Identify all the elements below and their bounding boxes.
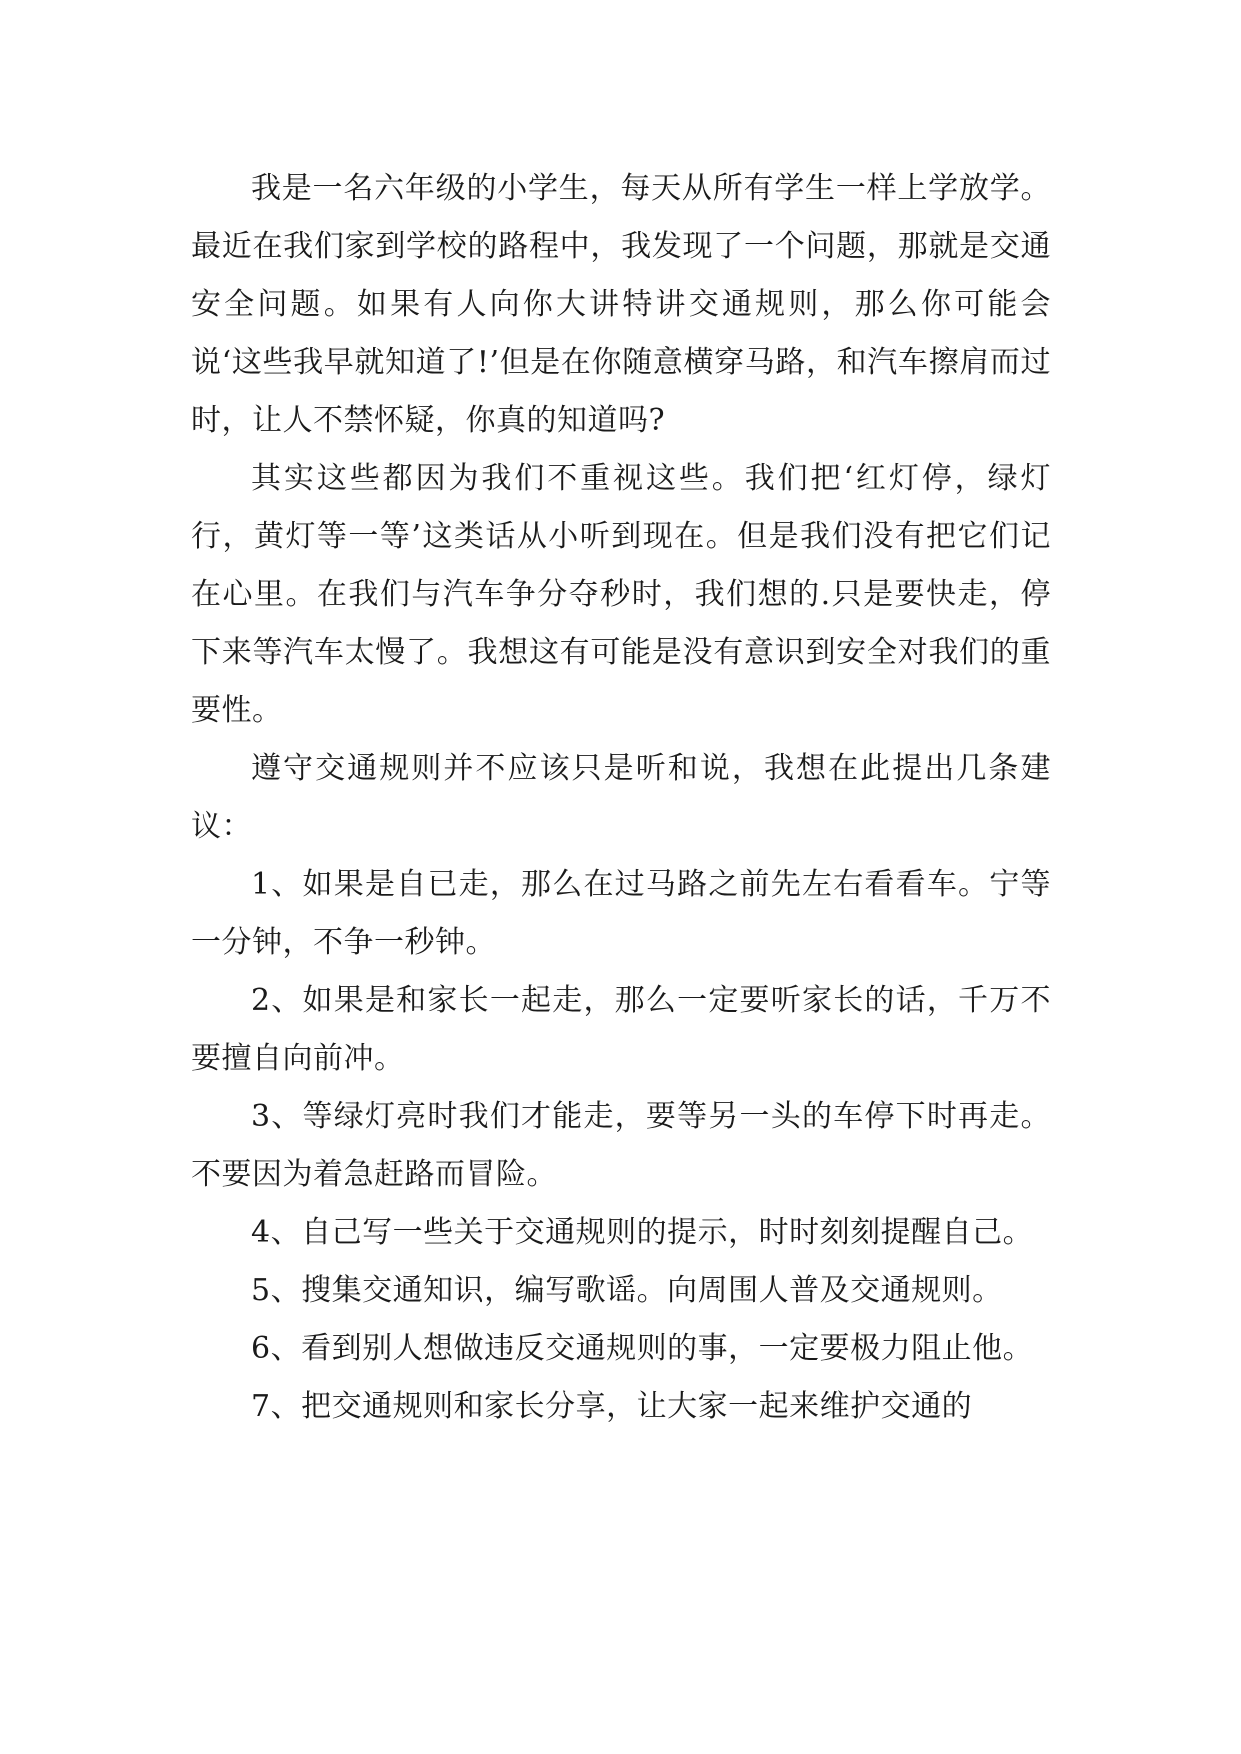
document-body xyxy=(191,160,1051,1436)
suggestion-item-4: 4、自己写一些关于交通规则的提示，时时刻刻提醒自己。 xyxy=(251,1215,1034,1250)
suggestion-item-5: 5、搜集交通知识，编写歌谣。向周围人普及交通规则。 xyxy=(251,1273,1003,1308)
paragraph-intro: 我是一名六年级的小学生，每天从所有学生一样上学放学。最近在我们家到学校的路程中，我发现了一个问题，那就是交通安全问题。如果有人向你大讲特讲交通规则，那么你可能会说‘这些我早就知道了!’但是在你随意横穿马路，和汽车擦肩而过时，让人不禁怀疑，你真的知道吗? xyxy=(191,171,1051,438)
suggestion-item-2: 2、如果是和家长一起走，那么一定要听家长的话，千万不要擅自向前冲。 xyxy=(191,983,1051,1076)
suggestion-item-3: 3、等绿灯亮时我们才能走，要等另一头的车停下时再走。不要因为着急赶路而冒险。 xyxy=(191,1099,1051,1192)
suggestion-item-7: 7、把交通规则和家长分享，让大家一起来维护交通的 xyxy=(251,1389,973,1424)
paragraph-reason: 其实这些都因为我们不重视这些。我们把‘红灯停，绿灯行，黄灯等一等’这类话从小听到现在。但是我们没有把它们记在心里。在我们与汽车争分夺秒时，我们想的.只是要快走，停下来等汽车太慢了。我想这有可能是没有意识到安全对我们的重要性。 xyxy=(191,461,1051,728)
suggestion-item-1: 1、如果是自已走，那么在过马路之前先左右看看车。宁等一分钟，不争一秒钟。 xyxy=(191,867,1051,960)
paragraph-suggestions-lead: 遵守交通规则并不应该只是听和说，我想在此提出几条建议： xyxy=(191,751,1051,844)
suggestion-item-6: 6、看到别人想做违反交通规则的事，一定要极力阻止他。 xyxy=(251,1331,1034,1366)
